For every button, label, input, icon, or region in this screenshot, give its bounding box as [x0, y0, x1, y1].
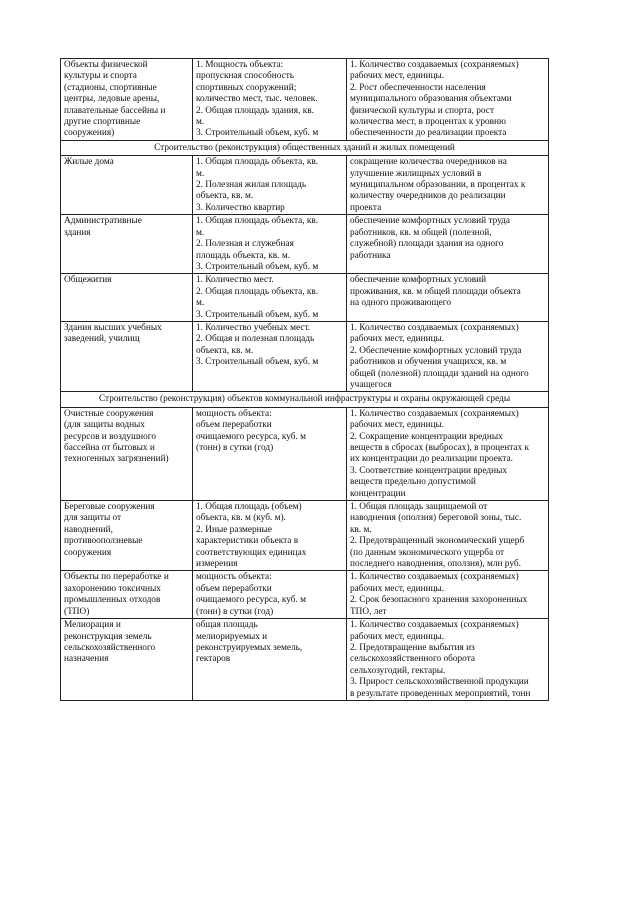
cell-line: объем переработки: [196, 420, 272, 431]
section-title: Строительство (реконструкция) объектов коммунальной инфраструктуры и охраны окружающей среды: [61, 392, 549, 407]
cell-line: мелиорируемых и: [196, 631, 268, 642]
cell-line: концентрации: [350, 488, 406, 499]
criteria-table-body: [61, 59, 549, 701]
object-type-cell: [61, 274, 193, 322]
cell-line: сельскохозяйственного оборота: [350, 654, 476, 665]
cell-line: другие спортивные: [64, 117, 141, 128]
cell-line: 1. Общая площадь защищаемой от: [350, 502, 488, 513]
cell-line: проживания, кв. м общей площади объекта: [350, 286, 521, 297]
cell-line: кв. м.: [350, 524, 372, 535]
cell-line: 2. Предотвращенный экономический ущерб: [350, 536, 525, 547]
section-header-row: [61, 392, 549, 407]
cell-line: 2. Общая площадь объекта, кв.: [196, 286, 319, 297]
capacity-cell: [193, 407, 347, 500]
effect-cell: [347, 59, 549, 141]
cell-line: обеспечение комфортных условий: [350, 275, 487, 286]
cell-line: веществ в сбросах (выбросах), в процентах к: [350, 443, 530, 453]
section-header-row: [61, 140, 549, 155]
effect-cell: [347, 274, 549, 322]
cell-line: заведений, училищ: [64, 334, 140, 345]
table-row: [61, 619, 549, 701]
cell-line: работников, кв. м общей (полезной,: [350, 227, 492, 238]
cell-line: техногенных загрязнений): [64, 454, 169, 465]
object-type-cell: [61, 321, 193, 391]
capacity-cell: [193, 571, 347, 619]
object-type-cell: [61, 619, 193, 701]
cell-line: пропускная способность: [196, 71, 295, 82]
cell-line: характеристики объекта в: [196, 536, 299, 547]
capacity-cell: [193, 619, 347, 701]
cell-line: 2. Предотвращение выбытия из: [350, 642, 475, 653]
cell-line: улучшение жилищных условий в: [350, 168, 482, 179]
cell-line: измерения: [196, 559, 238, 570]
cell-line: 1. Мощность объекта:: [196, 60, 284, 70]
cell-line: 1. Количество мест.: [196, 275, 274, 286]
cell-line: (ТПО): [64, 606, 90, 617]
effect-cell: [347, 501, 549, 571]
cell-line: количеству очередников до реализации: [350, 191, 506, 202]
table-row: [61, 407, 549, 500]
cell-line: (для защиты водных: [64, 420, 145, 431]
cell-line: работников и обучения учащихся, кв. м: [350, 357, 507, 368]
object-type-cell: [61, 501, 193, 571]
cell-line: общая площадь: [196, 620, 258, 631]
cell-line: 2. Иные размерные: [196, 524, 273, 535]
cell-line: Жилые дома: [64, 157, 114, 168]
cell-line: 3. Количество квартир: [196, 202, 285, 213]
cell-line: Административные: [64, 216, 142, 227]
cell-line: последнего наводнения, оползня), млн руб.: [350, 559, 521, 570]
cell-line: культуры и спорта: [64, 71, 137, 82]
table-row: [61, 215, 549, 274]
object-type-cell: [61, 215, 193, 274]
cell-line: обеспеченности до реализации проекта: [350, 128, 507, 139]
criteria-table: [60, 58, 549, 701]
effect-cell: [347, 571, 549, 619]
cell-line: 3. Строительный объем, куб. м: [196, 128, 319, 139]
cell-line: Общежития: [64, 275, 112, 286]
section-title: Строительство (реконструкция) общественных зданий и жилых помещений: [61, 140, 549, 155]
cell-line: 2. Обеспечение комфортных условий труда: [350, 345, 522, 356]
cell-line: 2. Общая площадь здания, кв.: [196, 105, 314, 116]
cell-line: муниципального образования объектами: [350, 94, 512, 105]
cell-line: ресурсов и воздушного: [64, 431, 156, 442]
cell-line: м.: [196, 298, 205, 309]
cell-line: ТПО, лет: [350, 606, 387, 617]
cell-line: м.: [196, 117, 205, 128]
effect-cell: [347, 215, 549, 274]
cell-line: 1. Количество создаваемых (сохраняемых): [350, 572, 519, 583]
cell-line: 1. Количество учебных мест.: [196, 322, 311, 333]
cell-line: назначения: [64, 654, 109, 665]
capacity-cell: [193, 156, 347, 215]
cell-line: работника: [350, 250, 391, 261]
cell-line: 1. Общая площадь (объем): [196, 502, 302, 513]
capacity-cell: [193, 274, 347, 322]
table-row: [61, 321, 549, 391]
table-row: [61, 59, 549, 141]
capacity-cell: [193, 215, 347, 274]
cell-line: 2. Срок безопасного хранения захороненных: [350, 595, 528, 606]
cell-line: сооружения): [64, 128, 115, 139]
cell-line: противооползневые: [64, 536, 143, 547]
cell-line: рабочих мест, единицы.: [350, 71, 445, 82]
cell-line: их концентрации до реализации проекта.: [350, 454, 513, 465]
cell-line: наводнения (оползня) береговой зоны, тыс.: [350, 513, 522, 524]
effect-cell: [347, 321, 549, 391]
cell-line: бассейна от бытовых и: [64, 443, 155, 453]
cell-line: плавательные бассейны и: [64, 105, 166, 116]
cell-line: физической культуры и спорта, рост: [350, 105, 495, 116]
capacity-cell: [193, 321, 347, 391]
cell-line: 1. Общая площадь объекта, кв.: [196, 157, 319, 168]
cell-line: проекта: [350, 202, 382, 213]
cell-line: 1. Количество создаваемых (сохраняемых): [350, 620, 519, 631]
cell-line: реконструкция земель: [64, 631, 152, 642]
cell-line: 2. Полезная жилая площадь: [196, 180, 307, 191]
cell-line: 2. Сокращение концентрации вредных: [350, 431, 503, 442]
cell-line: (тонн) в сутки (год): [196, 443, 274, 453]
cell-line: площадь объекта, кв. м.: [196, 250, 291, 261]
cell-line: очищаемого ресурса, куб. м: [196, 595, 307, 606]
cell-line: здания: [64, 227, 91, 238]
cell-line: гектаров: [196, 654, 231, 665]
cell-line: объекта, кв. м.: [196, 191, 254, 202]
cell-line: Объекты по переработке и: [64, 572, 169, 583]
cell-line: для защиты от: [64, 513, 122, 524]
cell-line: муниципальном образовании, в процентах к: [350, 180, 526, 191]
cell-line: очищаемого ресурса, куб. м: [196, 431, 307, 442]
cell-line: 3. Прирост сельскохозяйственной продукции: [350, 677, 529, 688]
cell-line: количество мест, тыс. человек.: [196, 94, 318, 105]
effect-cell: [347, 407, 549, 500]
cell-line: 2. Рост обеспеченности населения: [350, 82, 486, 93]
cell-line: 3. Соответствие концентрации вредных: [350, 465, 507, 476]
cell-line: Мелиорация и: [64, 620, 121, 631]
cell-line: объекта, кв. м (куб. м).: [196, 513, 286, 524]
cell-line: Очистные сооружения: [64, 408, 154, 419]
cell-line: на одного проживающего: [350, 298, 452, 309]
cell-line: сельхозугодий, гектары.: [350, 665, 446, 676]
cell-line: центры, ледовые арены,: [64, 94, 160, 105]
cell-line: (по данным экономического ущерба от: [350, 547, 505, 558]
cell-line: м.: [196, 168, 205, 179]
cell-line: 3. Строительный объем, куб. м: [196, 309, 319, 320]
cell-line: наводнений,: [64, 524, 113, 535]
table-row: [61, 274, 549, 322]
object-type-cell: [61, 59, 193, 141]
cell-line: рабочих мест, единицы.: [350, 420, 445, 431]
cell-line: реконструируемых земель,: [196, 642, 303, 653]
cell-line: мощность объекта:: [196, 572, 272, 583]
cell-line: соответствующих единицах: [196, 547, 307, 558]
table-row: [61, 571, 549, 619]
cell-line: захоронению токсичных: [64, 583, 161, 594]
object-type-cell: [61, 571, 193, 619]
cell-line: обеспечение комфортных условий труда: [350, 216, 511, 227]
cell-line: объекта, кв. м.: [196, 345, 254, 356]
cell-line: 3. Строительный объем, куб. м: [196, 261, 319, 272]
cell-line: Объекты физической: [64, 60, 148, 70]
cell-line: 3. Строительный объем, куб. м: [196, 357, 319, 368]
cell-line: количества мест, в процентах к уровню: [350, 117, 506, 128]
cell-line: веществ предельно допустимой: [350, 477, 476, 488]
cell-line: промышленных отходов: [64, 595, 161, 606]
cell-line: рабочих мест, единицы.: [350, 583, 445, 594]
capacity-cell: [193, 501, 347, 571]
document-page: [60, 58, 548, 701]
cell-line: (стадионы, спортивные: [64, 82, 157, 93]
cell-line: спортивных сооружений;: [196, 82, 297, 93]
cell-line: Береговые сооружения: [64, 502, 155, 513]
cell-line: сокращение количества очередников на: [350, 157, 507, 168]
cell-line: 2. Общая и полезная площадь: [196, 334, 315, 345]
cell-line: рабочих мест, единицы.: [350, 631, 445, 642]
cell-line: 1. Количество создаваемых (сохраняемых): [350, 408, 519, 419]
object-type-cell: [61, 156, 193, 215]
cell-line: в результате проведенных мероприятий, тонн: [350, 688, 531, 699]
effect-cell: [347, 619, 549, 701]
effect-cell: [347, 156, 549, 215]
capacity-cell: [193, 59, 347, 141]
cell-line: Здания высших учебных: [64, 322, 162, 333]
table-row: [61, 501, 549, 571]
object-type-cell: [61, 407, 193, 500]
table-row: [61, 156, 549, 215]
cell-line: 1. Количество создаваемых (сохраняемых): [350, 322, 519, 333]
cell-line: учащегося: [350, 379, 392, 390]
cell-line: сельскохозяйственного: [64, 642, 156, 653]
cell-line: мощность объекта:: [196, 408, 272, 419]
cell-line: 1. Количество создаваемых (сохраняемых): [350, 60, 519, 70]
cell-line: сооружения: [64, 547, 112, 558]
cell-line: (тонн) в сутки (год): [196, 606, 274, 617]
cell-line: м.: [196, 227, 205, 238]
cell-line: 1. Общая площадь объекта, кв.: [196, 216, 319, 227]
cell-line: общей (полезной) площади зданий на одного: [350, 368, 529, 379]
cell-line: объем переработки: [196, 583, 272, 594]
cell-line: 2. Полезная и служебная: [196, 239, 294, 250]
cell-line: рабочих мест, единицы.: [350, 334, 445, 345]
cell-line: служебной) площади здания на одного: [350, 239, 504, 250]
